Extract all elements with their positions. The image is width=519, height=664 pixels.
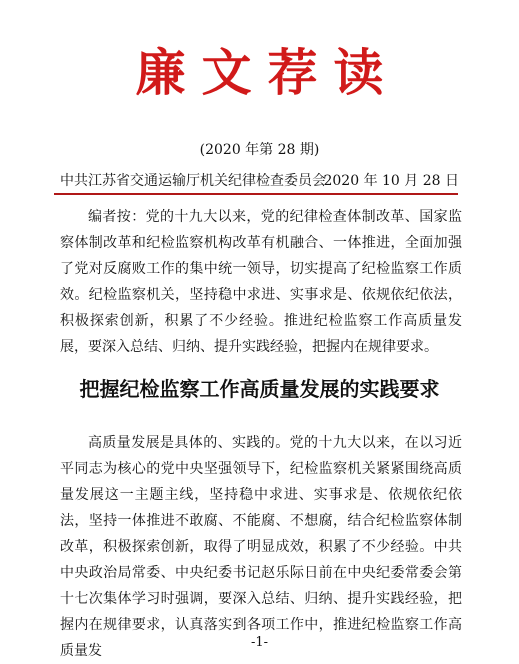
issue-number: (2020 年第 28 期) [199, 142, 320, 158]
issue-date: 2020 年 10 月 28 日 [323, 173, 459, 189]
editor-note: 编者按：党的十九大以来，党的纪律检查体制改革、国家监察体制改革和纪检监察机构改革有机融合、一体推进，全面加强了党对反腐败工作的集中统一领导，切实提高了纪检监察工作质效。纪检监察机关，坚持稳中求进、实事求是、依规依纪依法，积极探索创新，积累了不少经验。推进纪检监察工作高质量发展，要深入总结、归纳、提升实践经验，把握内在规律要求。 [60, 209, 462, 355]
issuer-row [60, 170, 459, 192]
issuer-name: 中共江苏省交通运输厅机关纪律检查委员会 [60, 173, 326, 189]
masthead-title: 廉文荐读 [135, 43, 400, 102]
article-paragraph: 高质量发展是具体的、实践的。党的十九大以来，在以习近平同志为核心的党中央坚强领导下，纪检监察机关紧紧围绕高质量发展这一主题主线，坚持稳中求进、实事求是、依规依纪依法，坚持一体推进不敢腐、不能腐、不想腐，结合纪检监察体制改革，积极探索创新，取得了明显成效，积累了不少经验。中共中央政治局常委、中央纪委书记赵乐际日前在中央纪委常委会第十七次集体学习时强调，要深入总结、归纳、提升实践经验，把握内在规律要求，认真落实到各项工作中，推进纪检监察工作高质量发 [60, 435, 462, 659]
article-title: 把握纪检监察工作高质量发展的实践要求 [79, 377, 440, 401]
page-number: -1- [250, 635, 269, 650]
header-divider [54, 193, 458, 195]
